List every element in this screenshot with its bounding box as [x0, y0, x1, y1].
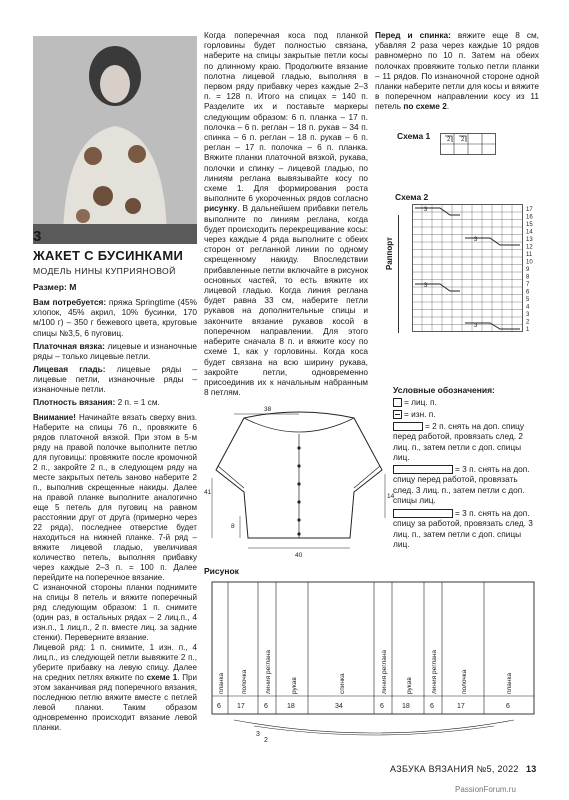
pattern-author: МОДЕЛЬ НИНЫ КУПРИЯНОВОЙ: [33, 266, 176, 276]
legend-cable2-text: = 2 п. снять на доп. спицу перед работой, провязать след. 2 лиц. п., затем петли с доп. спицы лиц.: [393, 421, 525, 462]
row-num-17: 17: [526, 207, 533, 213]
row-num-14: 14: [526, 229, 533, 236]
row-num-10: 10: [526, 259, 533, 266]
short-row-label-2: 2: [264, 737, 268, 744]
front-back-label: Перед и спинка:: [375, 30, 451, 40]
scheme1-ref: схеме 1: [146, 673, 178, 682]
legend-item-purl: [393, 409, 539, 419]
row-num-3: 3: [526, 312, 530, 318]
rapport-bracket: [398, 215, 401, 333]
fig-sec-2: полочка: [241, 669, 248, 694]
legend-item-cable3-back: [393, 508, 539, 549]
fig-sec-7: рукав: [406, 677, 413, 694]
fig-sec-6: линия реглана: [381, 649, 388, 694]
legend-purl-text: = изн. п.: [404, 409, 436, 419]
magazine-name: АЗБУКА ВЯЗАНИЯ №5, 2022: [390, 764, 519, 774]
scheme2-sym-1: 3: [424, 207, 428, 213]
row-num-1: 1: [526, 327, 530, 333]
scheme2-grid: [412, 204, 537, 334]
row-num-8: 8: [526, 274, 530, 281]
scheme1-cell-b: 2: [461, 137, 465, 143]
knit-symbol-icon: [393, 398, 402, 407]
legend-item-cable2: [393, 421, 539, 462]
short-row-label-3: 3: [256, 731, 260, 738]
fig-sec-3: линия реглана: [265, 649, 272, 694]
legend-title: Условные обозначения:: [393, 385, 495, 395]
garter-paragraph: [33, 341, 197, 361]
row-num-16: 16: [526, 214, 533, 221]
fig-count-4: 18: [287, 703, 295, 710]
body2-text-a: Когда поперечная коса под планкой горловины будет полностью связана, наберите на спицы закрытые петли косы по длинному краю. Продолжите вязание полотна лицевой гладью, выполняя в первом ряду прибавку через каждые 2–3 п. = 128 п. Итого на спицах = 140 п. Разделите их и поставьте маркеры следующим образом: 6 п. планка – 17 п. полочка – 6 п. реглан – 18 п. рукав – 34 п. спинка – 6 п. реглан – 18 п. рукав – 6 п. реглан – 17 п. полочка – 6 п. планка. Вяжите планки платочной вязкой, рукава, полочки и спинку – лицевой гладью, по линиям реглана вывязывайте косу по схеме 1. Для формирования роста выполните 6 укороченных рядов согласно: [204, 30, 368, 204]
legend-cable3-front-text: = 3 п. снять на доп. спицу перед работой, провязать след. 3 лиц. п., затем петли с доп. спицы лиц.: [393, 464, 530, 505]
fig-count-8: 6: [430, 703, 434, 710]
stockinette-paragraph: [33, 364, 197, 395]
fig-count-2: 17: [237, 703, 245, 710]
fig-count-10: 6: [506, 703, 510, 710]
watermark: PassionForum.ru: [455, 785, 516, 794]
legend-knit-text: = лиц. п.: [404, 397, 437, 407]
row-num-12: 12: [526, 244, 533, 251]
fig-sec-4: рукав: [291, 677, 298, 694]
size-label: Размер: M: [33, 282, 77, 292]
scheme2-label: Схема 2: [395, 192, 429, 202]
front-back-paragraph: [375, 30, 539, 112]
fig-sec-9: полочка: [461, 669, 468, 694]
row-num-6: 6: [526, 289, 530, 296]
materials-label: Вам потребуется:: [33, 297, 107, 307]
cable3-back-symbol-icon: [393, 509, 453, 518]
fig-sec-5: спинка: [339, 673, 346, 694]
scheme2-sym-2: 3: [474, 237, 478, 243]
fig-sec-1: планка: [218, 672, 225, 694]
stockinette-text: лицевые ряды – лицевые петли, изнаночные ряды – изнаночные петли.: [33, 364, 197, 395]
fig-count-6: 6: [380, 703, 384, 710]
fig-count-1: 6: [217, 703, 221, 710]
dim-width-top: 38: [264, 406, 272, 413]
purl-symbol-icon: [393, 410, 402, 419]
fig-count-7: 18: [402, 703, 410, 710]
garment-schematic: [204, 400, 394, 565]
row-num-7: 7: [526, 282, 530, 288]
cable3-front-symbol-icon: [393, 465, 453, 474]
scheme2-sym-3: 3: [424, 283, 428, 289]
fig-count-5: 34: [335, 703, 343, 710]
scheme2-sym-4: 3: [474, 323, 478, 329]
page-number: 13: [526, 764, 537, 774]
scheme2-ref: по схеме 2: [403, 101, 447, 112]
figure-label: Рисунок: [204, 566, 239, 576]
pattern-title: ЖАКЕТ С БУСИНКАМИ: [33, 248, 184, 263]
body-paragraph-2: [204, 30, 368, 397]
instructions-text-c: . При этом заканчивая ряд поперечного вязания, последнюю петлю вяжите вместе с петлей левой планки. Таким образом одновременно происходит вязание левой планки.: [33, 673, 198, 732]
fig-count-9: 17: [457, 703, 465, 710]
scheme1-grid: [440, 133, 496, 155]
scheme1-label: Схема 1: [397, 131, 431, 141]
dim-band: 8: [231, 523, 235, 530]
photo-illustration: [33, 36, 197, 244]
fig-sec-10: планка: [506, 672, 513, 694]
legend-item-knit: [393, 397, 539, 407]
materials-text: пряжа Springtime (45% хлопок, 45% акрил, 10% бусинки, 170 м/100 г) – 350 г бежевого цвета, круговые спицы №3,5, 6 пуговиц.: [33, 297, 197, 338]
short-rows-figure: [204, 576, 539, 746]
model-photo: [33, 36, 197, 244]
dim-sleeve: 14: [387, 493, 394, 500]
scheme1-cell-a: 2: [447, 137, 451, 143]
figure-ref: рисунку: [204, 203, 238, 214]
row-num-5: 5: [526, 297, 530, 303]
rapport-label: Раппорт: [385, 237, 394, 270]
row-num-9: 9: [526, 267, 530, 273]
dim-length: 41: [204, 489, 212, 496]
scheme2-row-numbers: [526, 207, 533, 333]
garter-label: Платочная вязка:: [33, 341, 105, 351]
front-back-text-c: .: [446, 101, 450, 112]
row-num-4: 4: [526, 304, 530, 311]
gauge-paragraph: [33, 397, 197, 407]
instructions-text-a: Начинайте вязать сверху вниз. Наберите на спицы 76 п., провяжите 6 рядов платочной вязкой. При этом в 5-м ряду на правой полочке выполните петлю для пуговицы: провяжите после кромочной 2 п., закройте 2 п., в следующем ряду на месте закрытых петель заново наберите 2 п., выполнив скрещенные накиды. Далее на правой планке выполните аналогично еще 5 петель для пуговиц на равном расстоянии друг от друга (примерно через 22 ряда), последнее отверстие будет находиться на нижней планке. 7-й ряд – вяжите лицевой гладью, увеличивая количество петель, выполняя прибавку через каждые 2–3 п. = 100 п. Далее перейдите на поперечное вязание. С изнаночной стороны планки поднимите на спицы 8 петель и вяжите поперечный ряд следующим образом: 1 п. снимите (один раз, в остальных рядах – 2 лиц.п., 4 изн.п., 1 лиц.п., 2 п. вместе лиц. за задние стенки). Переверните вязание. Лицевой ряд: 1 п. снимите, 1 изн. п., 4 лиц.п., из следующей петли вывяжите 2 п., уберите прибавку на левую спицу. Далее на средних петлях вяжите по: [33, 413, 197, 682]
pattern-number: 3: [33, 228, 42, 245]
row-num-2: 2: [526, 319, 530, 326]
gauge-text: 2 п. = 1 см.: [115, 397, 160, 407]
cable2-symbol-icon: [393, 422, 423, 431]
front-back-text-a: вяжите еще 8 см, убавляя 2 раза через каждые 10 рядов равномерно по 10 п. Затем на обеих полочках провяжите только петли планки – 11 рядов. По изнаночной стороне одной планки наберите петли для косы и вяжите в поперечном направлении косу из 11 петель: [375, 30, 539, 112]
dim-width-bottom: 40: [295, 552, 303, 559]
legend-cable3-back-text: = 3 п. снять на доп. спицу за работой, провязать след. 3 лиц. п., затем петли с доп. спицы лиц.: [393, 508, 533, 549]
instructions-paragraph: [33, 413, 197, 733]
row-num-13: 13: [526, 237, 533, 243]
legend-item-cable3-front: [393, 464, 539, 505]
fig-sec-8: линия реглана: [431, 649, 438, 694]
materials-paragraph: [33, 297, 197, 338]
gauge-label: Плотность вязания:: [33, 397, 116, 407]
row-num-15: 15: [526, 222, 533, 228]
stockinette-label: Лицевая гладь:: [33, 364, 106, 374]
attention-label: Внимание!: [33, 413, 76, 422]
garter-text: лицевые и изнаночные ряды – только лицевые петли.: [33, 341, 197, 362]
row-num-11: 11: [526, 252, 533, 258]
fig-count-3: 6: [264, 703, 268, 710]
body2-text-c: . В дальнейшем прибавки петель выполните по линиям реглана, когда будет происходить перекрещивание косы: через каждые 4 ряда выполните с обеих сторон от регланной линии по одному скрещенному накиду. Впоследствии прибавленные петли включайте в рисунок основных частей, то есть вяжите их лицевой гладью. Когда линия реглана будет равна 33 см, наберите петли рукавов на дополнительные спицы и закончите вязание рукавов косой в поперечном направлении. Для этого наберите сначала 8 п. и вяжите косу по схеме 1, как у горловины. Когда коса будет связана на всю ширину рукава, закройте петли, одновременно присоединив их к начальным набранным 8 петлям.: [204, 203, 368, 398]
